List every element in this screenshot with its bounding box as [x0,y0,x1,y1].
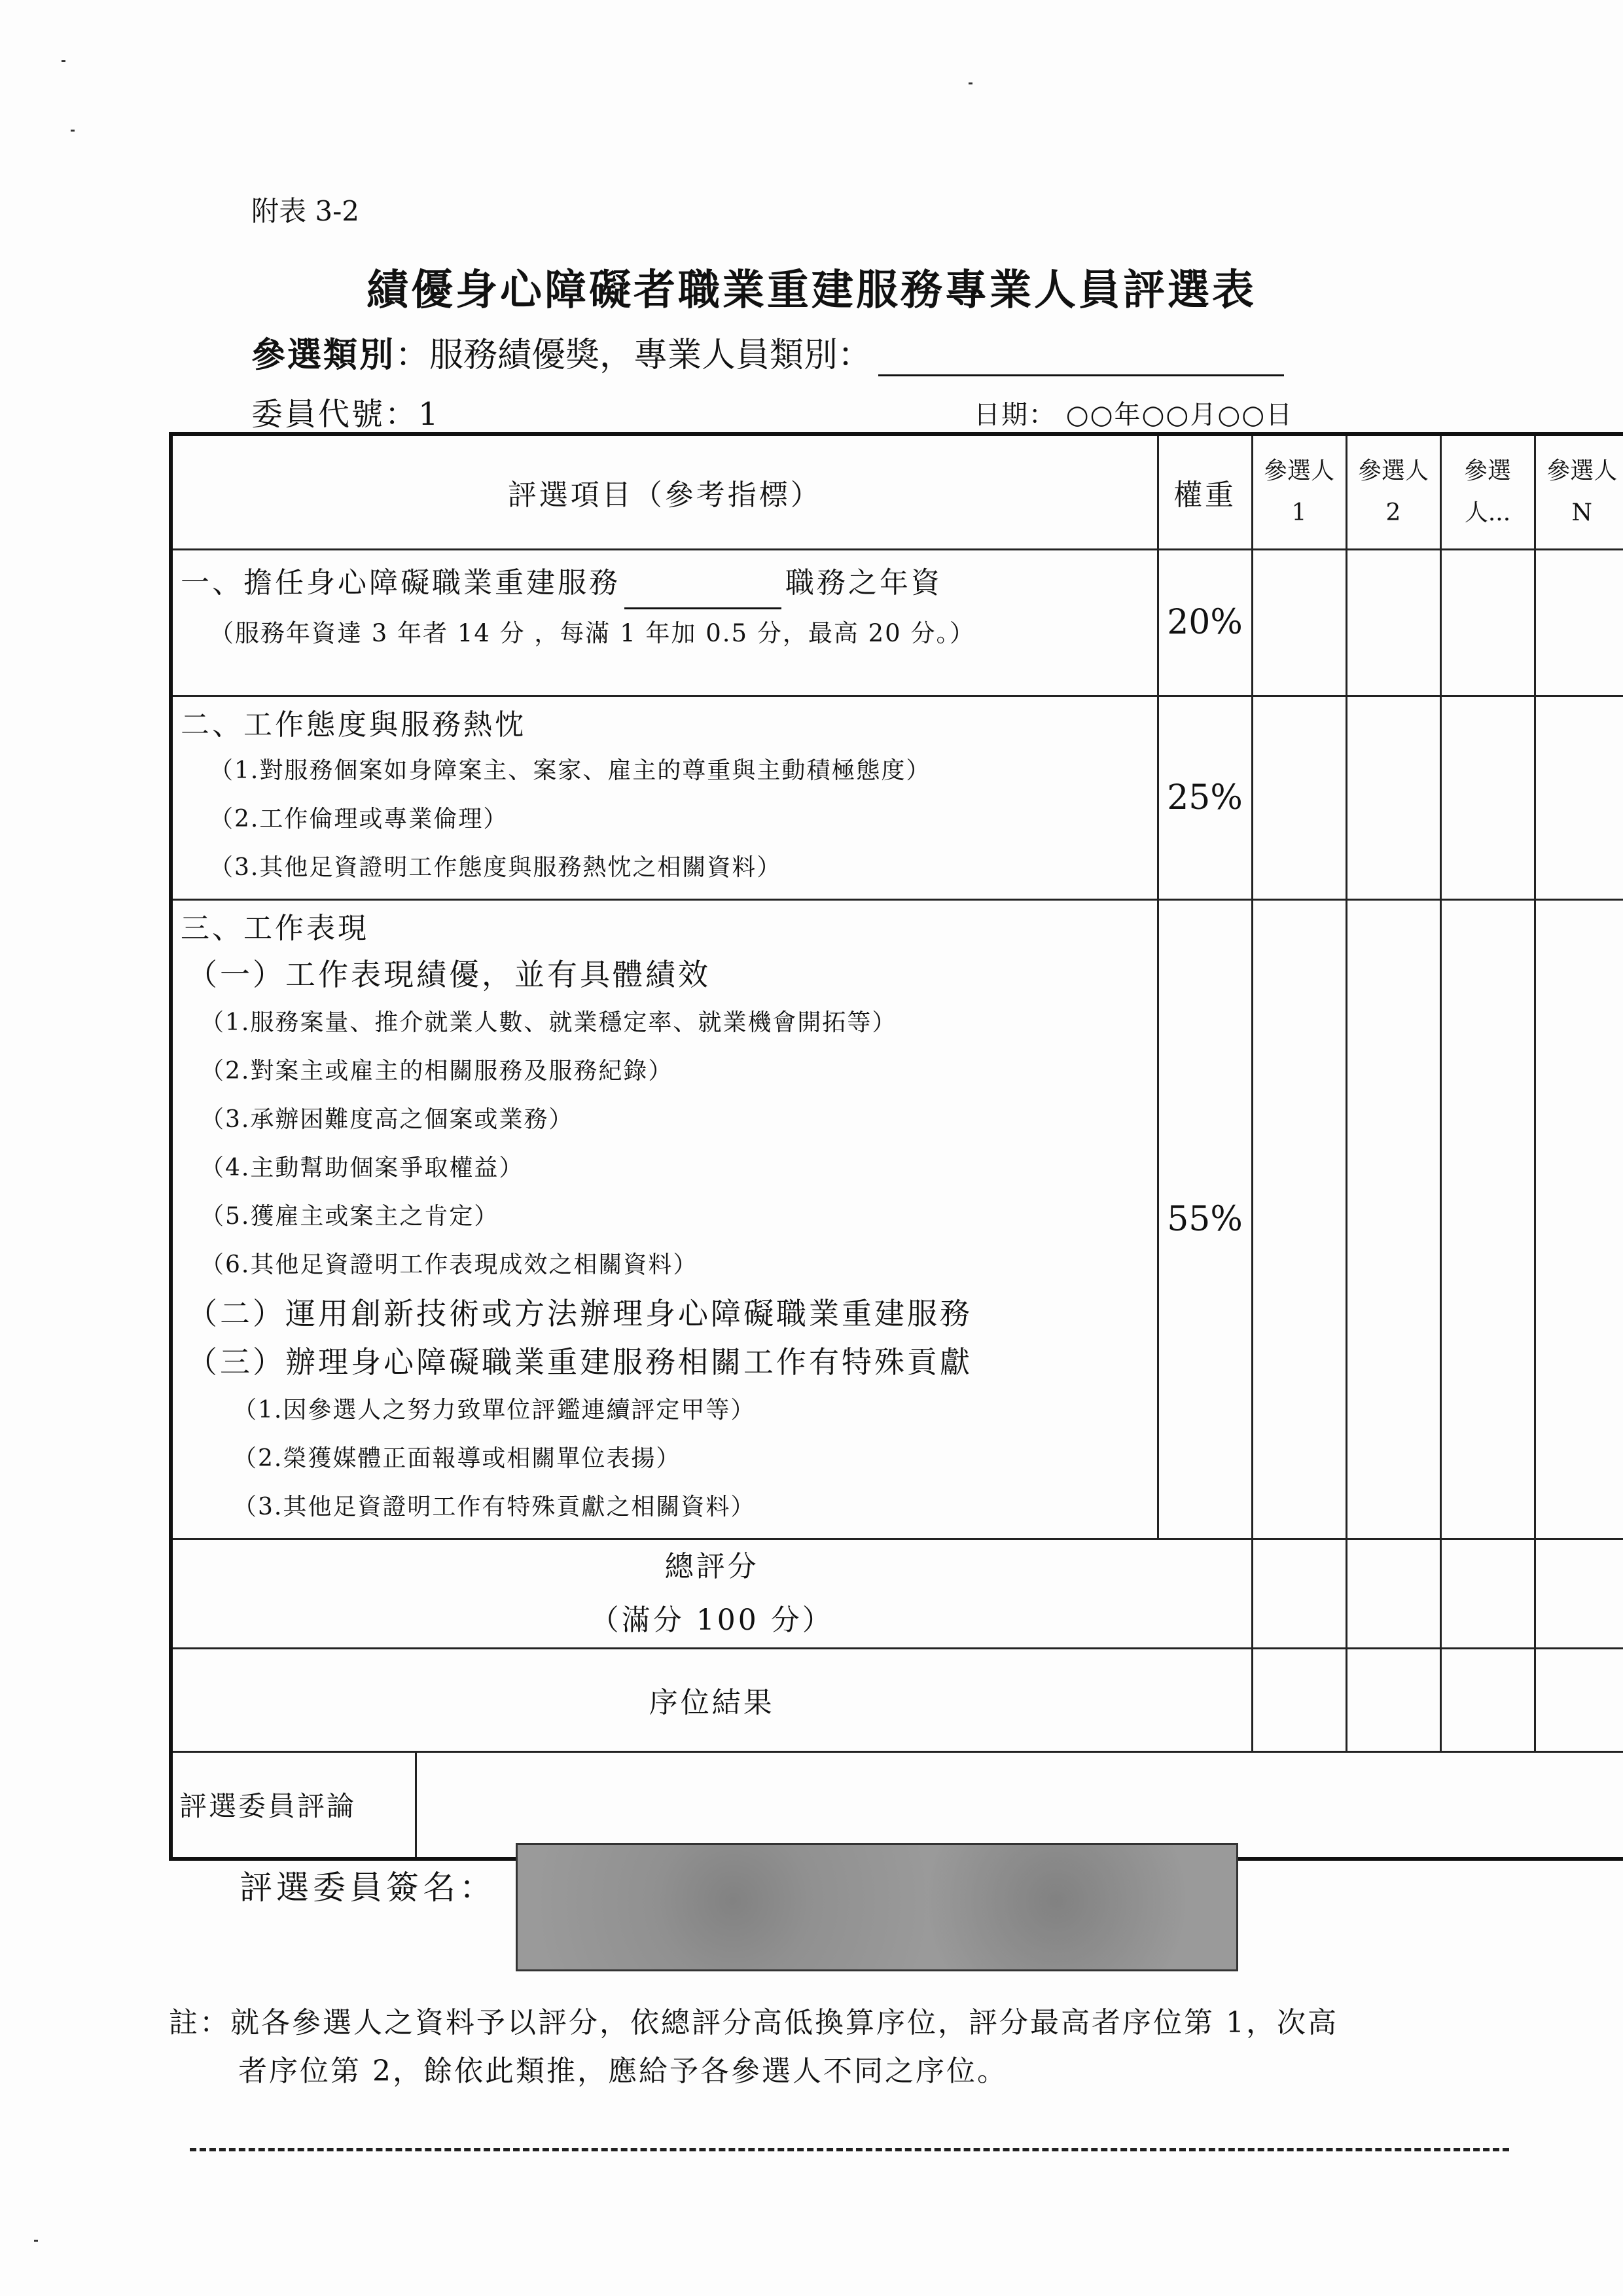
score-cell[interactable] [1252,549,1346,696]
category-blank-field[interactable] [878,342,1284,376]
score-cell[interactable] [1252,899,1346,1539]
score-cell[interactable] [1346,549,1440,696]
section3-sub1-item-5: （5.獲雇主或案主之肯定） [200,1202,499,1230]
header-candidate-2: 參選人 2 [1346,434,1440,549]
scan-speck [969,82,972,84]
total-score-cell[interactable] [1252,1539,1346,1648]
section3-title: 三、工作表現 [181,911,369,945]
score-cell[interactable] [1346,899,1440,1539]
header-row [171,434,1623,549]
section3-sub1: （一）工作表現績優，並有具體績效 [187,956,711,992]
section1-detail: （服務年資達 3 年者 14 分 ，每滿 1 年加 0.5 分，最高 20 分。） [209,619,975,647]
section3-sub2: （二）運用創新技術或方法辦理身心障礙職業重建服務 [187,1295,972,1331]
section3-sub3-item-1: （1.因參選人之努力致單位評鑑連續評定甲等） [233,1396,756,1424]
section3-sub3-item-3: （3.其他足資證明工作有特殊貢獻之相關資料） [233,1493,756,1520]
section2-item [171,696,1158,899]
rank-row [171,1648,1623,1751]
section1-weight: 20% [1158,549,1252,696]
evaluation-table [169,432,1623,1861]
footnote [169,1999,1338,2096]
rank-label: 序位結果 [171,1648,1252,1751]
header-candidate-1: 參選人 1 [1252,434,1346,549]
scan-speck [71,130,75,132]
footnote-line-1: 註：就各參選人之資料予以評分，依總評分高低換算序位，評分最高者序位第 1，次高 [169,2006,1338,2039]
category-label: 參選類別 [251,335,396,375]
score-cell[interactable] [1440,696,1535,899]
rank-cell[interactable] [1252,1648,1346,1751]
total-score-cell[interactable] [1346,1539,1440,1648]
form-title: 績優身心障礙者職業重建服務專業人員評選表 [366,266,1257,315]
section3-sub1-item-6: （6.其他足資證明工作表現成效之相關資料） [200,1251,698,1278]
section2-weight: 25% [1158,696,1252,899]
member-code: 委員代號：1 [251,396,440,433]
section2-item-2: （2.工作倫理或專業倫理） [209,805,508,833]
section2-row [171,696,1623,899]
rank-cell[interactable] [1535,1648,1623,1751]
score-cell[interactable] [1535,696,1623,899]
section3-item [171,899,1158,1539]
score-cell[interactable] [1252,696,1346,899]
section1-row [171,549,1623,696]
section3-sub1-item-3: （3.承辦困難度高之個案或業務） [200,1105,574,1133]
cut-line [190,2148,1509,2151]
attachment-label: 附表 3-2 [251,195,359,227]
scan-speck [34,2240,38,2242]
score-cell[interactable] [1440,899,1535,1539]
header-item: 評選項目（參考指標） [171,434,1158,549]
section1-item: 一、擔任身心障礙職業重建服務 職務之年資 （服務年資達 3 年者 14 分 ，每滿 1 年加 0.5 分，最高 20 分。） [171,549,1158,696]
section3-sub3: （三）辦理身心障礙職業重建服務相關工作有特殊貢獻 [187,1344,972,1380]
section1-blank [624,579,781,609]
signature-label: 評選委員簽名： [240,1869,496,1907]
section3-weight: 55% [1158,899,1252,1539]
section3-sub1-item-2: （2.對案主或雇主的相關服務及服務紀錄） [200,1057,673,1085]
comment-label: 評選委員評論 [171,1751,416,1859]
section3-sub3-item-2: （2.榮獲媒體正面報導或相關單位表揚） [233,1444,681,1472]
header-candidate-3: 參選 人... [1440,434,1535,549]
total-score-cell[interactable] [1535,1539,1623,1648]
total-row [171,1539,1623,1648]
score-cell[interactable] [1346,696,1440,899]
total-label: 總評分 （滿分 100 分） [171,1539,1252,1648]
score-cell[interactable] [1535,899,1623,1539]
rank-cell[interactable] [1440,1648,1535,1751]
section3-sub1-item-1: （1.服務案量、推介就業人數、就業穩定率、就業機會開拓等） [200,1009,897,1036]
header-candidate-n: 參選人 N [1535,434,1623,549]
section3-sub1-item-4: （4.主動幫助個案爭取權益） [200,1154,524,1181]
score-cell[interactable] [1440,549,1535,696]
signature-redacted-box [516,1843,1238,1971]
category-row [251,327,1284,376]
scan-speck [62,60,65,62]
score-cell[interactable] [1535,549,1623,696]
section2-title: 二、工作態度與服務熱忱 [181,708,526,742]
section2-item-1: （1.對服務個案如身障案主、案家、雇主的尊重與主動積極態度） [209,757,931,784]
header-weight: 權重 [1158,434,1252,549]
category-text: ：服務績優獎，專業人員類別： [395,336,872,375]
section2-item-3: （3.其他足資證明工作態度與服務熱忱之相關資料） [209,853,782,881]
footnote-line-2: 者序位第 2，餘依此類推，應給予各參選人不同之序位。 [238,2054,1008,2088]
rank-cell[interactable] [1346,1648,1440,1751]
total-score-cell[interactable] [1440,1539,1535,1648]
date-field: 日期： ○○年○○月○○日 [974,400,1294,430]
section3-row [171,899,1623,1539]
